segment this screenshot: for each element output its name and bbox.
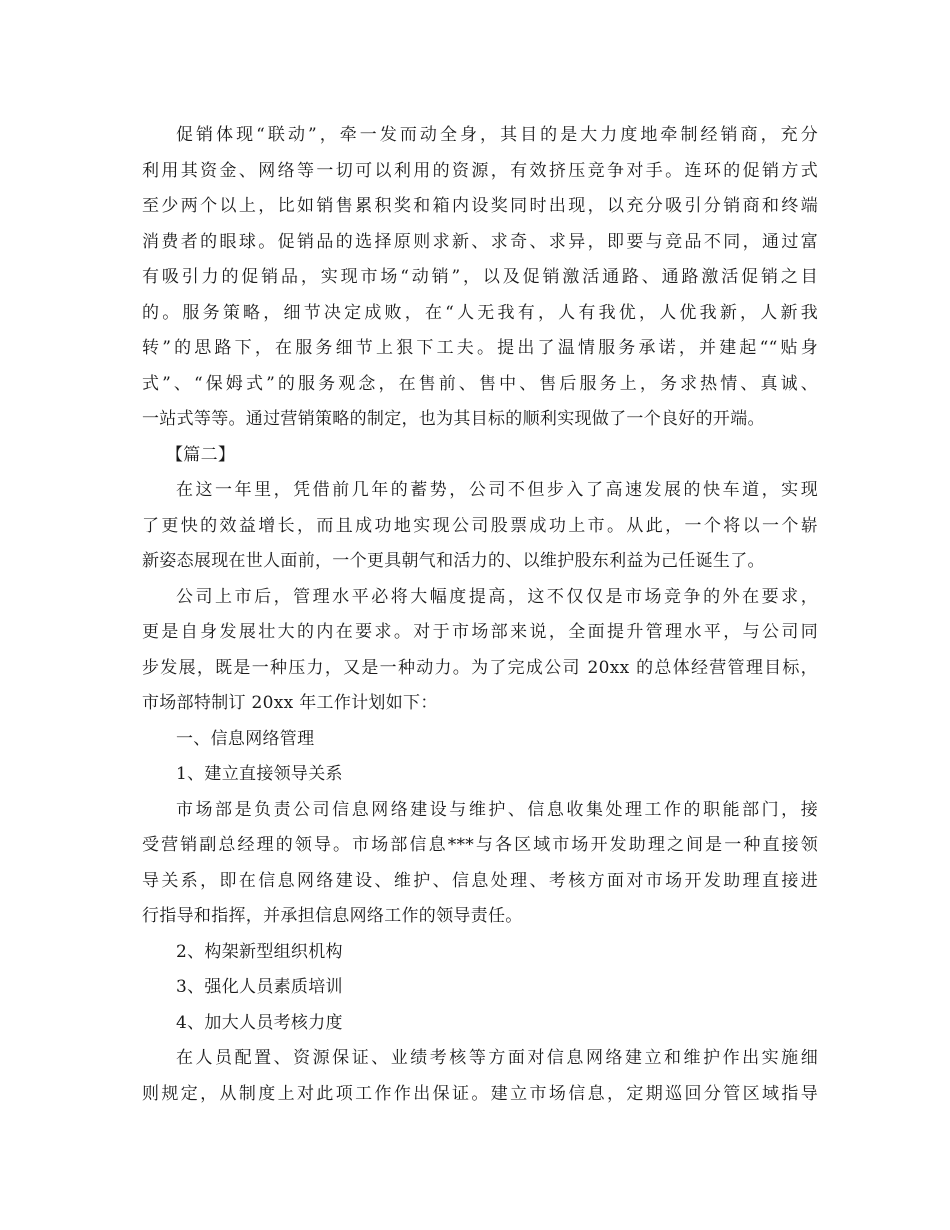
text-line: 至少两个以上，比如销售累积奖和箱内设奖同时出现，以充分吸引分销商和终端	[142, 196, 818, 216]
text-line: 则规定，从制度上对此项工作作出保证。建立市场信息，定期巡回分管区域指导	[142, 1083, 818, 1104]
text-line: 受营销副总经理的领导。市场部信息***与各区域市场开发助理之间是一种直接领	[142, 835, 818, 855]
outline-heading	[142, 722, 818, 758]
paragraph	[142, 473, 818, 580]
outline-item	[142, 757, 818, 793]
outline-heading-text: 一、信息网络管理	[176, 728, 315, 749]
text-line: 了更快的效益增长，而且成功地实现公司股票成功上市。从此，一个将以一个崭	[142, 515, 818, 536]
text-line: 市场部是负责公司信息网络建设与维护、信息收集处理工作的职能部门，接	[176, 799, 818, 820]
text-line: 的。服务策略，细节决定成败，在“人无我有，人有我优，人优我新，人新我	[142, 302, 818, 323]
paragraph	[142, 793, 818, 935]
text-line: 市场部特制订 20xx 年工作计划如下：	[142, 693, 438, 713]
section-heading-text: 【篇二】	[166, 444, 236, 465]
text-line: 转”的思路下，在服务细节上狠下工夫。提出了温情服务承诺，并建起““贴身	[142, 338, 818, 358]
text-line: 更是自身发展壮大的内在要求。对于市场部来说，全面提升管理水平，与公司同	[142, 622, 818, 642]
text-line: 公司上市后，管理水平必将大幅度提高，这不仅仅是市场竞争的外在要求，	[176, 586, 818, 607]
text-line: 式”、“保姆式”的服务观念，在售前、售中、售后服务上，务求热情、真诚、	[142, 373, 818, 394]
section-heading	[142, 438, 818, 474]
text-line: 促销体现“联动”，牵一发而动全身，其目的是大力度地牵制经销商，充分	[176, 125, 818, 145]
paragraph	[142, 118, 818, 438]
text-line: 有吸引力的促销品，实现市场“动销”，以及促销激活通路、通路激活促销之目	[142, 267, 818, 287]
outline-item-text: 3、强化人员素质培训	[176, 977, 343, 997]
outline-item	[142, 1006, 818, 1042]
text-line: 利用其资金、网络等一切可以利用的资源，有效挤压竞争对手。连环的促销方式	[142, 160, 818, 181]
outline-item	[142, 935, 818, 971]
text-line: 导关系，即在信息网络建设、维护、信息处理、考核方面对市场开发助理直接进	[142, 870, 818, 891]
text-line: 步发展，既是一种压力，又是一种动力。为了完成公司 20xx 的总体经营管理目标，	[142, 657, 818, 678]
paragraph	[142, 580, 818, 722]
text-line: 行指导和指挥，并承担信息网络工作的领导责任。	[142, 906, 523, 926]
text-line: 在这一年里，凭借前几年的蓄势，公司不但步入了高速发展的快车道，实现	[176, 480, 818, 500]
outline-item-text: 2、构架新型组织机构	[176, 941, 343, 962]
text-line: 新姿态展现在世人面前，一个更具朝气和活力的、以维护股东利益为己任诞生了。	[142, 551, 765, 571]
text-line: 在人员配置、资源保证、业绩考核等方面对信息网络建立和维护作出实施细	[176, 1048, 818, 1068]
text-line: 消费者的眼球。促销品的选择原则求新、求奇、求异，即要与竞品不同，通过富	[142, 231, 818, 252]
document-page	[142, 118, 818, 1112]
paragraph	[142, 1041, 818, 1112]
text-line: 一站式等等。通过营销策略的制定，也为其目标的顺利实现做了一个良好的开端。	[142, 409, 765, 429]
outline-item	[142, 970, 818, 1006]
outline-item-text: 4、加大人员考核力度	[176, 1012, 343, 1033]
outline-item-text: 1、建立直接领导关系	[176, 764, 343, 784]
